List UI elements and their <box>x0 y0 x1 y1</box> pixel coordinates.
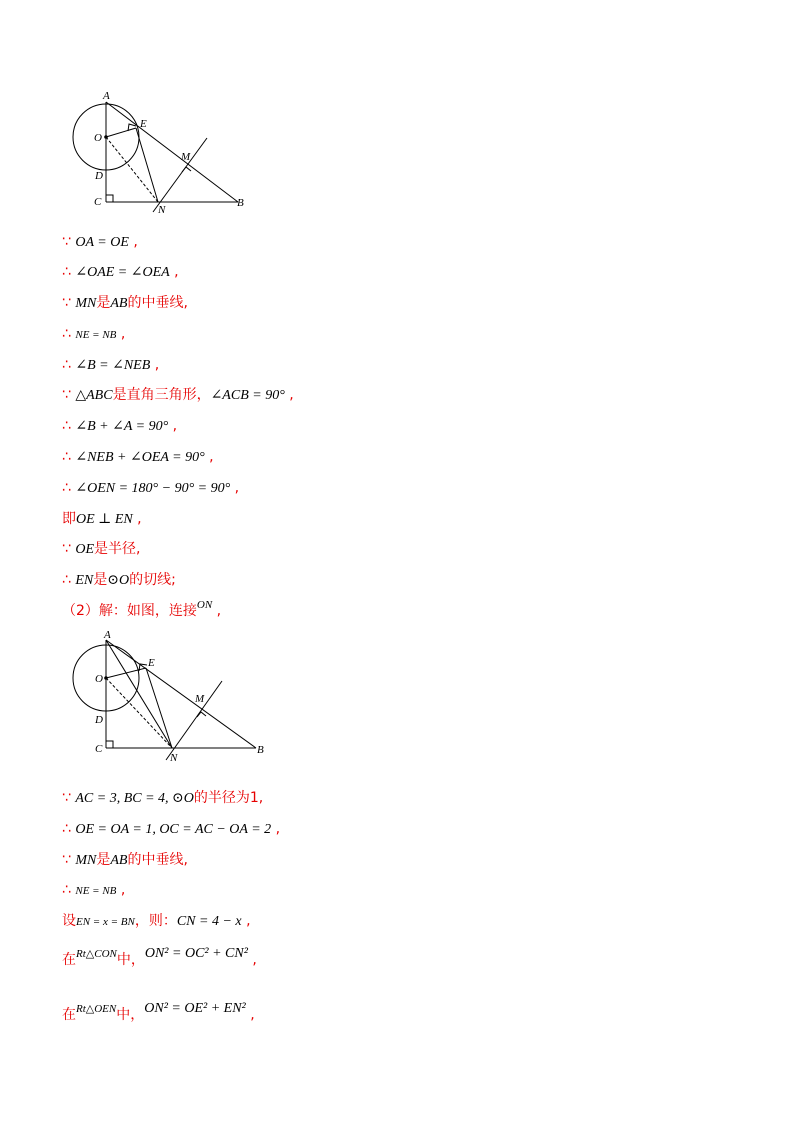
label-c: C <box>94 196 102 208</box>
solution-line-7: 在$^{Rt\triangle OEN}$中，ON² = OE² + EN² , <box>62 1001 255 1023</box>
proof-line-2: ∴ ∠OAE = ∠OEA , <box>62 264 179 280</box>
solution-line-4: ∴ NE = NB , <box>62 882 126 898</box>
right-angle-c <box>106 195 113 202</box>
label-d-2: D <box>95 714 103 726</box>
proof-line-9: ∴ ∠OEN = 180° − 90° = 90° , <box>62 480 240 496</box>
label-b: B <box>237 197 244 209</box>
solution-line-6: 在$^{Rt\triangle CON}$中，ON² = OC² + CN² , <box>62 946 257 968</box>
segment-en-2 <box>146 668 172 748</box>
proof-line-5: ∴ ∠B = ∠NEB , <box>62 357 160 373</box>
solution-line-2: ∴ OE = OA = 1, OC = AC − OA = 2 , <box>62 821 281 837</box>
proof-line-3: ∵ MN是AB的中垂线, <box>62 295 188 311</box>
label-a: A <box>103 90 110 102</box>
proof-line-4: ∴ NE = NB , <box>62 326 126 342</box>
proof-line-12: ∴ EN是⊙O的切线; <box>62 572 176 588</box>
solution-line-3: ∵ MN是AB的中垂线, <box>62 852 188 868</box>
proof-line-6: ∵ △ABC是直角三角形，∠ACB = 90° , <box>62 387 294 403</box>
label-o: O <box>94 132 102 144</box>
label-d: D <box>95 170 103 182</box>
segment-ab <box>106 102 238 202</box>
label-e: E <box>140 118 147 130</box>
segment-ab-2 <box>106 640 256 748</box>
segment-on-dashed-2 <box>106 678 172 748</box>
proof-line-8: ∴ ∠NEB + ∠OEA = 90° , <box>62 449 214 465</box>
center-point-o-2 <box>104 676 108 680</box>
solution-line-5: 设EN = x = BN，则：CN = 4 − x , <box>62 913 251 929</box>
segment-an-2 <box>106 640 172 748</box>
label-b-2: B <box>257 744 264 756</box>
proof-line-7: ∴ ∠B + ∠A = 90° , <box>62 418 178 434</box>
label-m: M <box>181 151 191 163</box>
label-c-2: C <box>95 743 103 755</box>
proof-line-10: 即OE ⊥ EN , <box>62 511 142 527</box>
label-o-2: O <box>95 673 103 685</box>
solution-line-1: ∵ AC = 3, BC = 4, ⊙O的半径为1, <box>62 790 264 806</box>
geometry-figure-2 <box>60 626 270 764</box>
proof-line-1: ∵ OA = OE , <box>62 234 138 250</box>
label-a-2: A <box>104 629 111 641</box>
label-n-2: N <box>170 752 178 764</box>
perpendicular-bisector-mn <box>153 138 207 212</box>
label-n: N <box>158 204 166 214</box>
right-angle-c-2 <box>106 741 113 748</box>
geometry-figure-1 <box>60 82 260 214</box>
label-e-2: E <box>148 657 155 669</box>
segment-oe <box>106 128 136 137</box>
proof-line-11: ∵ OE是半径, <box>62 541 141 557</box>
label-m-2: M <box>195 693 205 705</box>
center-point-o <box>104 135 108 139</box>
proof-line-13: （2）解：如图，连接$^{ON}$ , <box>62 599 222 619</box>
